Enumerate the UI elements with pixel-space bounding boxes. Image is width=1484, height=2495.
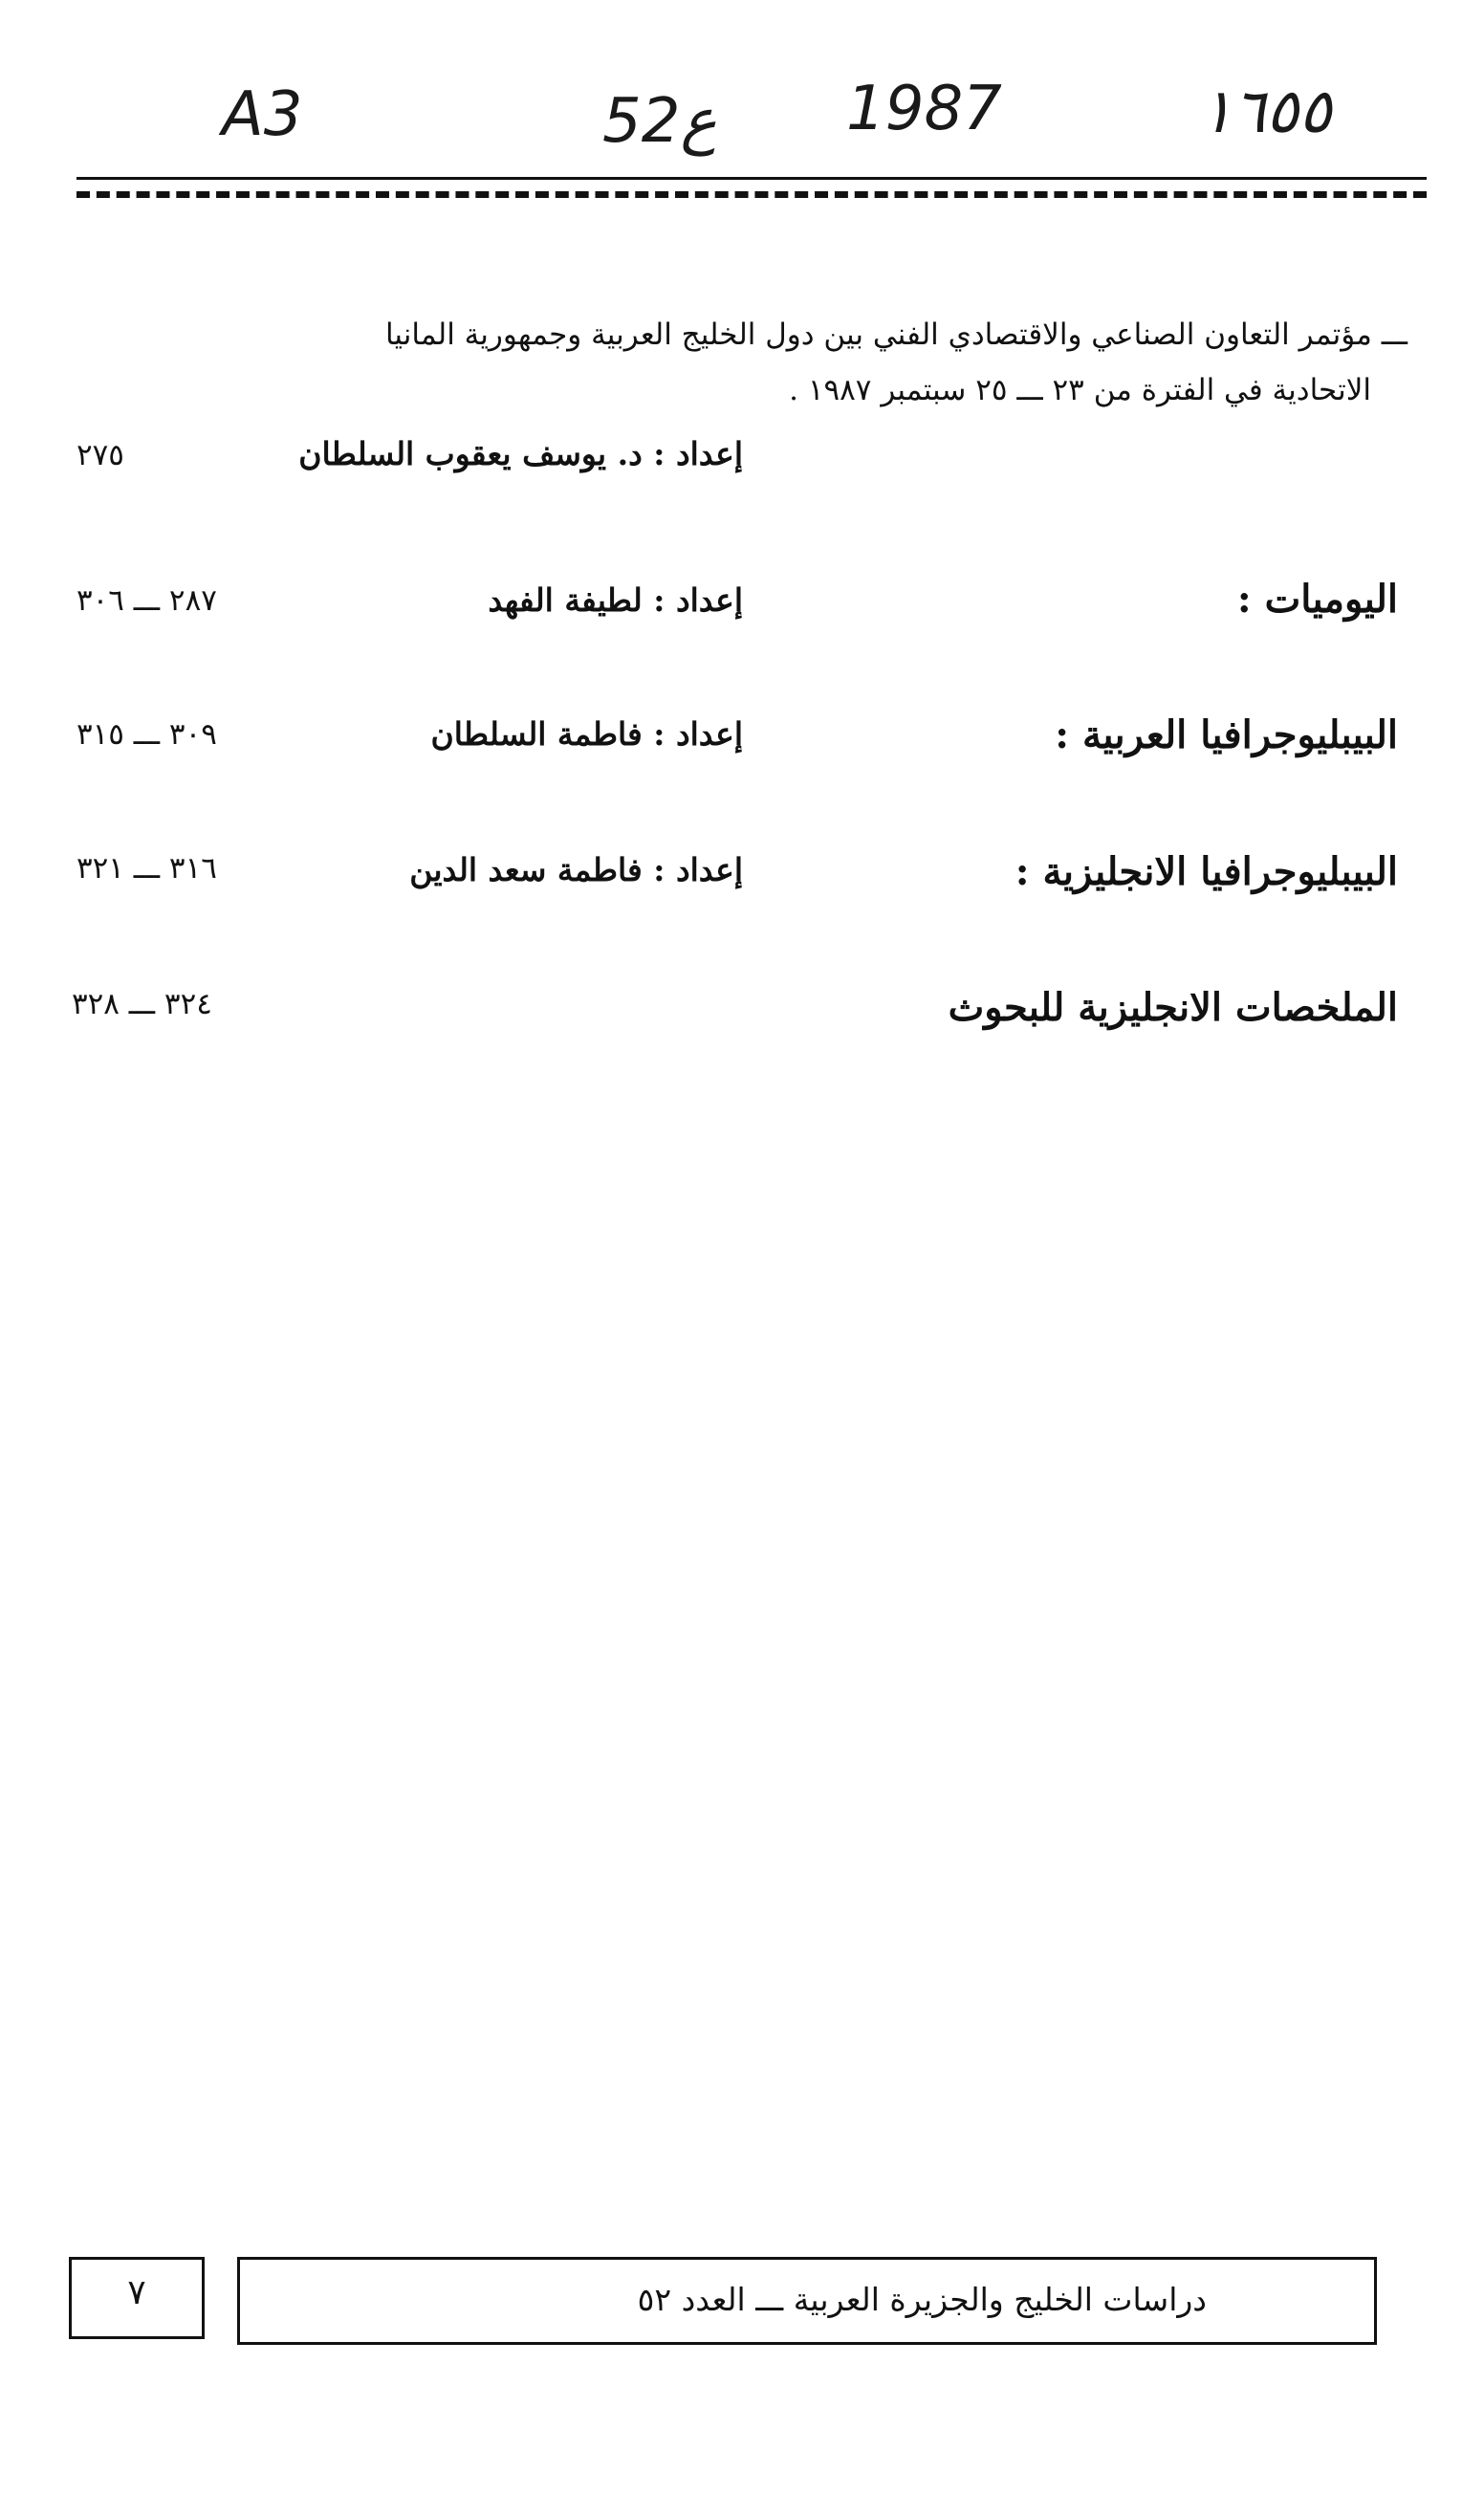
handwritten-annotation-year: 1987: [846, 74, 1002, 144]
handwritten-annotation-code: 52ع: [602, 86, 717, 157]
intro-entry-line-1: ـــ مؤتمر التعاون الصناعي والاقتصادي الفني بين دول الخليج العربية وجمهورية المانيا: [384, 317, 1408, 352]
page-number: ٧: [127, 2273, 146, 2312]
entry-title: الملخصات الانجليزية للبحوث: [948, 985, 1398, 1030]
header-dashed-rule: [76, 191, 1427, 198]
entry-author: إعداد : فاطمة السلطان: [430, 715, 743, 753]
entry-title: البيبليوجرافيا الانجليزية :: [1015, 849, 1398, 894]
handwritten-annotation-left: A3: [222, 79, 303, 150]
entry-author: إعداد : لطيفة الفهد: [488, 581, 743, 619]
entry-title: البيبليوجرافيا العربية :: [1055, 712, 1398, 757]
page-number-box: [69, 2257, 205, 2339]
intro-entry-pages: ٢٧٥: [76, 438, 124, 472]
entry-pages: ٣١٦ ـــ ٣٢١: [76, 851, 217, 886]
handwritten-annotation-number: ١٦٥٥: [1200, 77, 1332, 147]
intro-entry-line-2: الاتحادية في الفترة من ٢٣ ـــ ٢٥ سبتمبر ١٩٨٧ .: [789, 373, 1371, 407]
intro-entry-author: إعداد : د. يوسف يعقوب السلطان: [298, 435, 743, 472]
entry-author: إعداد : فاطمة سعد الدين: [409, 851, 743, 888]
header-rule: [76, 177, 1427, 180]
entry-title: اليوميات :: [1236, 577, 1398, 622]
journal-footer-text: دراسات الخليج والجزيرة العربية ـــ العدد ٥٢: [637, 2281, 1207, 2318]
entry-pages: ٣٢٤ ـــ ٣٢٨: [72, 987, 212, 1021]
journal-footer-box: [237, 2257, 1377, 2345]
entry-pages: ٣٠٩ ـــ ٣١٥: [76, 717, 217, 752]
entry-pages: ٢٨٧ ـــ ٣٠٦: [76, 583, 217, 618]
